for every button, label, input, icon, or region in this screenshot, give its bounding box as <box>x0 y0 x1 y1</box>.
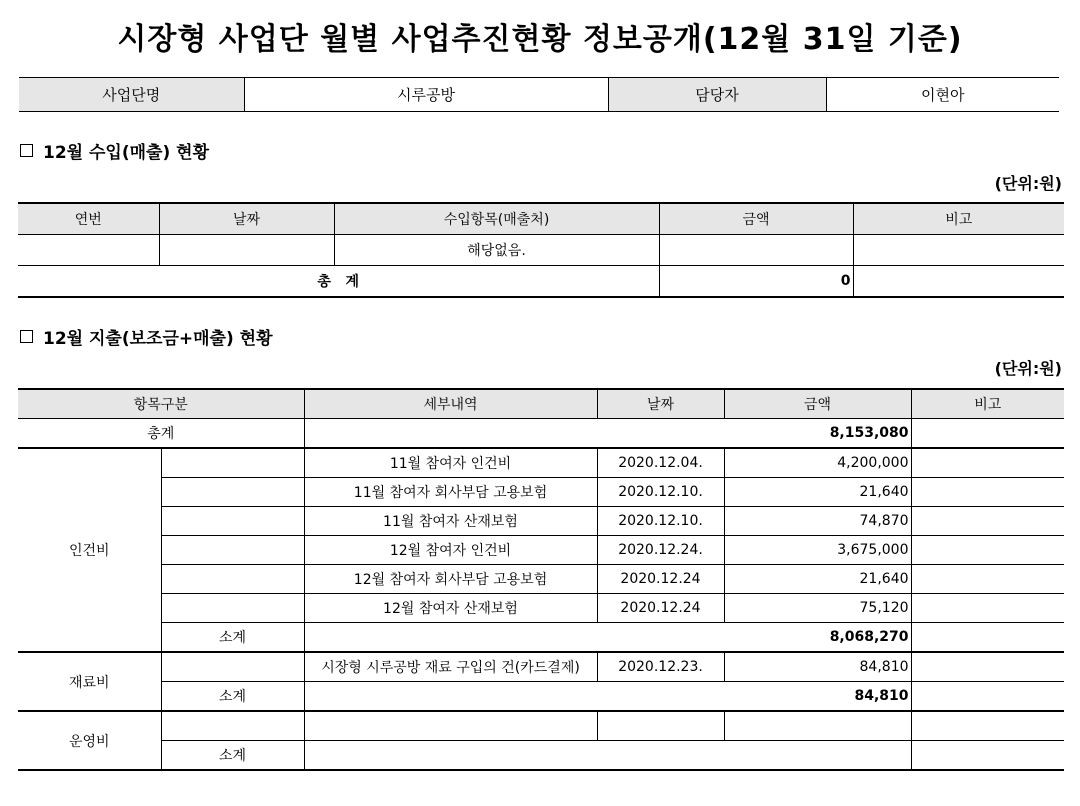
category-materials-label: 재료비 <box>18 652 161 711</box>
expense-amount: 21,640 <box>724 478 911 507</box>
income-unit-label: (단위:원) <box>994 174 1062 193</box>
checkbox-square-icon <box>20 330 33 343</box>
expense-cell <box>161 594 304 623</box>
business-name-label: 사업단명 <box>19 78 244 112</box>
income-empty-text: 해당없음. <box>334 235 659 266</box>
expense-cell <box>911 478 1064 507</box>
table-row <box>18 682 1064 712</box>
income-total-value: 0 <box>659 266 853 298</box>
table-row <box>18 594 1064 623</box>
income-section-title: 12월 수입(매출) 현황 <box>43 143 209 163</box>
expense-date: 2020.12.04. <box>597 448 724 478</box>
expense-total-value: 8,153,080 <box>304 419 911 449</box>
operation-subtotal-label: 소계 <box>161 741 304 771</box>
expense-date: 2020.12.24 <box>597 565 724 594</box>
expense-unit-label: (단위:원) <box>994 359 1062 378</box>
labor-subtotal-label: 소계 <box>161 623 304 653</box>
expense-cell <box>911 507 1064 536</box>
expense-cell <box>304 711 597 741</box>
category-labor-label: 인건비 <box>18 448 161 652</box>
expense-detail: 11월 참여자 인건비 <box>304 448 597 478</box>
expense-date: 2020.12.10. <box>597 507 724 536</box>
expense-detail: 시장형 시루공방 재료 구입의 건(카드결제) <box>304 652 597 682</box>
expense-amount: 4,200,000 <box>724 448 911 478</box>
table-row <box>18 741 1064 771</box>
expense-detail: 12월 참여자 회사부담 고용보험 <box>304 565 597 594</box>
expense-cell <box>911 419 1064 449</box>
income-total-label: 총 계 <box>18 266 659 298</box>
expense-header-amount: 금액 <box>724 389 911 419</box>
table-row <box>18 536 1064 565</box>
expense-amount: 74,870 <box>724 507 911 536</box>
expense-amount: 3,675,000 <box>724 536 911 565</box>
expense-amount: 21,640 <box>724 565 911 594</box>
income-header-amount: 금액 <box>659 203 853 235</box>
labor-subtotal-value: 8,068,270 <box>304 623 911 653</box>
expense-section-title: 12월 지출(보조금+매출) 현황 <box>43 329 273 349</box>
table-row <box>18 711 1064 741</box>
income-cell <box>659 235 853 266</box>
expense-detail: 11월 참여자 산재보험 <box>304 507 597 536</box>
table-row <box>18 565 1064 594</box>
income-section-heading <box>20 138 209 163</box>
business-info-table <box>19 77 1059 112</box>
table-row <box>18 419 1064 449</box>
expense-header-category: 항목구분 <box>18 389 304 419</box>
business-name-value: 시루공방 <box>244 78 608 112</box>
table-row <box>18 623 1064 653</box>
expense-detail: 11월 참여자 회사부담 고용보험 <box>304 478 597 507</box>
table-row <box>18 652 1064 682</box>
expense-detail: 12월 참여자 인건비 <box>304 536 597 565</box>
checkbox-square-icon <box>20 144 33 157</box>
expense-cell <box>911 536 1064 565</box>
expense-cell <box>911 623 1064 653</box>
expense-detail: 12월 참여자 산재보험 <box>304 594 597 623</box>
expense-cell <box>161 507 304 536</box>
expense-cell <box>911 711 1064 741</box>
expense-cell <box>911 652 1064 682</box>
manager-value: 이현아 <box>826 78 1059 112</box>
expense-cell <box>911 565 1064 594</box>
income-cell <box>853 235 1064 266</box>
income-header-note: 비고 <box>853 203 1064 235</box>
expense-amount: 84,810 <box>724 652 911 682</box>
expense-cell <box>161 478 304 507</box>
expense-cell <box>911 682 1064 712</box>
income-table <box>18 202 1064 298</box>
expense-header-detail: 세부내역 <box>304 389 597 419</box>
table-row <box>18 235 1064 266</box>
expense-section-heading <box>20 324 273 349</box>
expense-cell <box>161 448 304 478</box>
expense-cell <box>911 741 1064 771</box>
income-header-date: 날짜 <box>159 203 334 235</box>
income-cell <box>18 235 159 266</box>
expense-date: 2020.12.24 <box>597 594 724 623</box>
expense-cell <box>597 711 724 741</box>
expense-amount: 75,120 <box>724 594 911 623</box>
manager-label: 담당자 <box>608 78 826 112</box>
expense-total-label: 총계 <box>18 419 304 449</box>
table-row <box>18 478 1064 507</box>
expense-date: 2020.12.23. <box>597 652 724 682</box>
table-row <box>18 266 1064 298</box>
income-header-item: 수입항목(매출처) <box>334 203 659 235</box>
operation-subtotal-value <box>304 741 911 771</box>
income-header-no: 연번 <box>18 203 159 235</box>
expense-header-note: 비고 <box>911 389 1064 419</box>
expense-date: 2020.12.10. <box>597 478 724 507</box>
expense-date: 2020.12.24. <box>597 536 724 565</box>
table-row <box>18 507 1064 536</box>
expense-cell <box>161 565 304 594</box>
materials-subtotal-label: 소계 <box>161 682 304 712</box>
expense-cell <box>161 652 304 682</box>
expense-cell <box>724 711 911 741</box>
expense-table <box>18 388 1064 771</box>
table-row <box>18 448 1064 478</box>
materials-subtotal-value: 84,810 <box>304 682 911 712</box>
income-cell <box>159 235 334 266</box>
category-operation-label: 운영비 <box>18 711 161 770</box>
expense-cell <box>911 594 1064 623</box>
expense-cell <box>911 448 1064 478</box>
expense-header-date: 날짜 <box>597 389 724 419</box>
expense-cell <box>161 711 304 741</box>
page-title: 시장형 사업단 월별 사업추진현황 정보공개(12월 31일 기준) <box>117 22 963 57</box>
income-cell <box>853 266 1064 298</box>
expense-cell <box>161 536 304 565</box>
